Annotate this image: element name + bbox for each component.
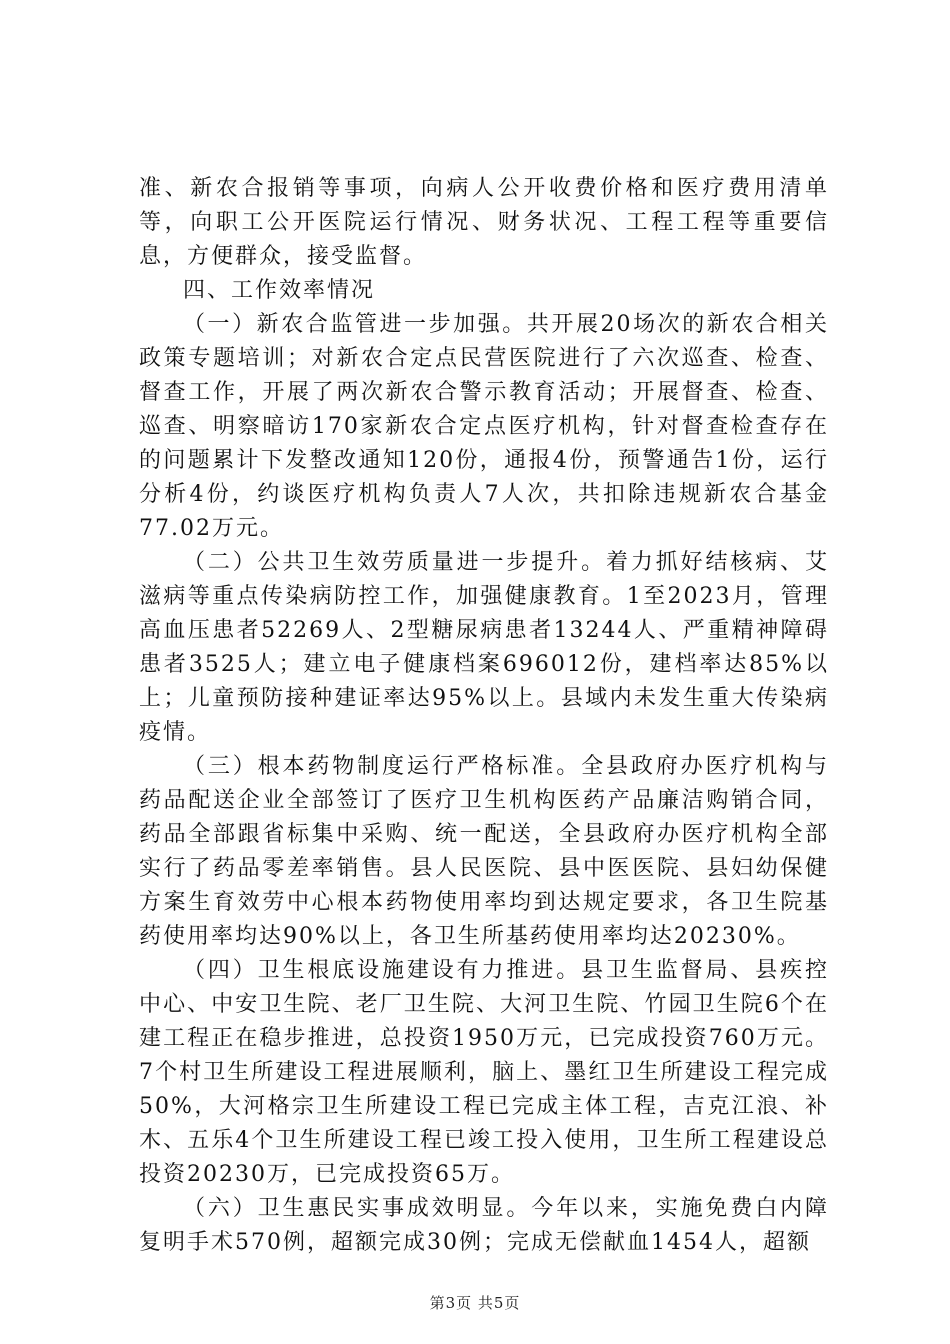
paragraph-1: 准、新农合报销等事项，向病人公开收费价格和医疗费用清单等，向职工公开医院运行情况、财务状况、工程工程等重要信息，方便群众，接受监督。 bbox=[139, 176, 829, 269]
page-footer: 第3页 共5页 bbox=[429, 1294, 521, 1312]
section-heading-work-efficiency: 四、工作效率情况 bbox=[183, 278, 376, 303]
paragraph-rural-insurance-supervision: （一）新农合监管进一步加强。共开展20场次的新农合相关政策专题培训；对新农合定点民营医院进行了六次巡查、检查、督查工作，开展了两次新农合警示教育活动；开展督查、检查、巡查、明察暗访170家新农合定点医疗机构，针对督查检查存在的问题累计下发整改通知120份，通报4份，预警通告1份，运行分析4份，约谈医疗机构负责人7人次，共扣除违规新农合基金77.02万元。 bbox=[139, 312, 829, 541]
paragraph-public-health-service: （二）公共卫生效劳质量进一步提升。着力抓好结核病、艾滋病等重点传染病防控工作，加强健康教育。1至2023月，管理高血压患者52269人、2型糖尿病患者13244人、严重精神障碍患者3525人；建立电子健康档案696012份，建档率达85%以上；儿童预防接种建证率达95%以上。县域内未发生重大传染病疫情。 bbox=[139, 550, 829, 745]
paragraph-infrastructure-construction: （四）卫生根底设施建设有力推进。县卫生监督局、县疾控中心、中安卫生院、老厂卫生院、大河卫生院、竹园卫生院6个在建工程正在稳步推进，总投资1950万元，已完成投资760万元。7个村卫生所建设工程进展顺利，脑上、墨红卫生所建设工程完成50%，大河格宗卫生所建设工程已完成主体工程，吉克江浪、补木、五乐4个卫生所建设工程已竣工投入使用，卫生所工程建设总投资20230万，已完成投资65万。 bbox=[139, 958, 829, 1187]
paragraph-essential-drug-system: （三）根本药物制度运行严格标准。全县政府办医疗机构与药品配送企业全部签订了医疗卫生机构医药产品廉洁购销合同，药品全部跟省标集中采购、统一配送，全县政府办医疗机构全部实行了药品零差率销售。县人民医院、县中医医院、县妇幼保健方案生育效劳中心根本药物使用率均到达规定要求，各卫生院基药使用率均达90%以上，各卫生所基药使用率均达20230%。 bbox=[139, 754, 829, 949]
document-body bbox=[139, 172, 829, 1260]
paragraph-public-benefit-projects: （六）卫生惠民实事成效明显。今年以来，实施免费白内障复明手术570例，超额完成30例；完成无偿献血1454人，超额 bbox=[139, 1196, 829, 1255]
